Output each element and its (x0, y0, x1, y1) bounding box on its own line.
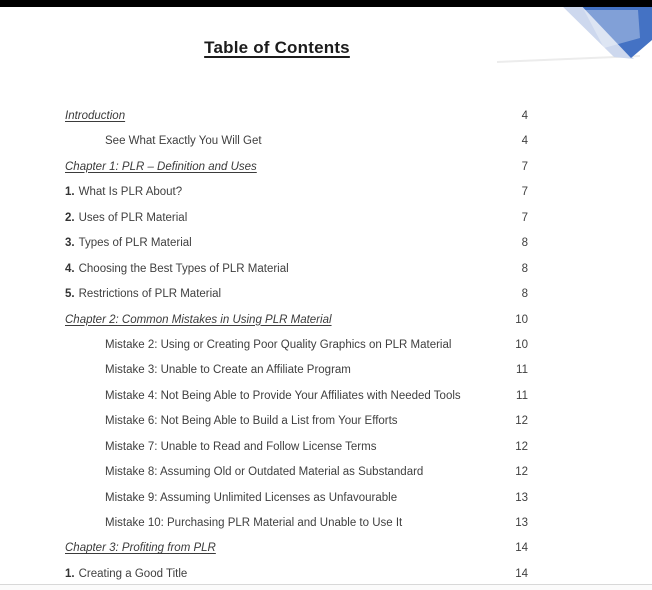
toc-entry-page: 12 (515, 440, 528, 453)
toc-entry-page: 13 (515, 491, 528, 504)
toc-entry[interactable] (0, 257, 652, 282)
toc-entry-number: 5. (65, 288, 75, 301)
toc-entry-label: Mistake 10: Purchasing PLR Material and Unable to Use It (105, 517, 403, 529)
toc-entry-label: Choosing the Best Types of PLR Material (78, 262, 289, 275)
toc-entry-label: Mistake 4: Not Being Able to Provide Your Affiliates with Needed Tools (105, 389, 461, 402)
toc-entry-label: Restrictions of PLR Material (78, 288, 222, 301)
toc-entry-number: 1. (65, 567, 75, 580)
toc-entry[interactable] (0, 536, 652, 561)
top-bar (0, 0, 652, 7)
toc-entry-page: 14 (515, 542, 528, 555)
toc-entry-label: What Is PLR About? (78, 186, 183, 199)
toc-entry-label: Mistake 3: Unable to Create an Affiliate Program (105, 364, 351, 377)
toc-entry-page: 7 (521, 186, 528, 199)
toc-entry-number: 1. (65, 186, 75, 199)
toc-entry-label: Chapter 2: Common Mistakes in Using PLR Material (65, 313, 332, 326)
toc-entry-label: Creating a Good Title (78, 567, 188, 580)
toc-entry[interactable] (0, 358, 652, 383)
toc-entry-page: 12 (515, 415, 528, 428)
toc-entry-label: Mistake 7: Unable to Read and Follow License Terms (105, 440, 377, 453)
toc-entry-label: Mistake 9: Assuming Unlimited Licenses as Unfavourable (105, 491, 398, 504)
toc-entry-label: See What Exactly You Will Get (105, 135, 262, 148)
toc-entry-page: 10 (515, 338, 528, 351)
toc-entry[interactable] (0, 409, 652, 434)
toc-entry-page: 10 (515, 313, 528, 326)
toc-list (0, 104, 652, 587)
toc-entry-label: Chapter 3: Profiting from PLR (65, 542, 216, 555)
toc-entry-page: 7 (521, 160, 528, 173)
toc-entry-page: 7 (521, 211, 528, 224)
toc-entry[interactable] (0, 129, 652, 154)
toc-entry-label: Introduction (65, 110, 126, 122)
toc-entry-label: Chapter 1: PLR – Definition and Uses (65, 160, 257, 173)
page-title: Table of Contents (204, 38, 350, 57)
toc-entry-page: 8 (521, 237, 528, 250)
toc-entry[interactable] (0, 333, 652, 358)
corner-triangle-decoration (492, 0, 652, 95)
toc-entry-label: Mistake 2: Using or Creating Poor Quality Graphics on PLR Material (105, 338, 452, 351)
toc-entry-page: 8 (521, 288, 528, 301)
toc-entry-page: 4 (521, 135, 528, 148)
toc-entry[interactable] (0, 460, 652, 485)
toc-entry-number: 2. (65, 211, 75, 224)
toc-entry-page: 13 (515, 517, 528, 529)
toc-entry[interactable] (0, 435, 652, 460)
toc-entry-page: 4 (521, 110, 528, 122)
toc-entry-label: Uses of PLR Material (78, 211, 188, 224)
toc-entry-page: 11 (516, 364, 528, 377)
below-page-area (0, 585, 652, 590)
toc-entry-label: Mistake 8: Assuming Old or Outdated Material as Substandard (105, 466, 424, 479)
toc-entry-number: 3. (65, 237, 75, 250)
toc-entry[interactable] (0, 180, 652, 205)
toc-entry[interactable] (0, 511, 652, 536)
toc-entry-page: 8 (521, 262, 528, 275)
toc-entry-label: Types of PLR Material (78, 237, 192, 250)
toc-entry[interactable] (0, 104, 652, 129)
toc-entry-page: 11 (516, 389, 528, 402)
toc-entry-page: 14 (515, 567, 528, 580)
toc-entry[interactable] (0, 282, 652, 307)
toc-entry[interactable] (0, 231, 652, 256)
toc-entry[interactable] (0, 308, 652, 333)
toc-entry-label: Mistake 6: Not Being Able to Build a List from Your Efforts (105, 415, 398, 428)
toc-entry-number: 4. (65, 262, 75, 275)
toc-entry[interactable] (0, 206, 652, 231)
toc-entry[interactable] (0, 155, 652, 180)
toc-entry[interactable] (0, 384, 652, 409)
toc-entry-page: 12 (515, 466, 528, 479)
toc-entry[interactable] (0, 486, 652, 511)
